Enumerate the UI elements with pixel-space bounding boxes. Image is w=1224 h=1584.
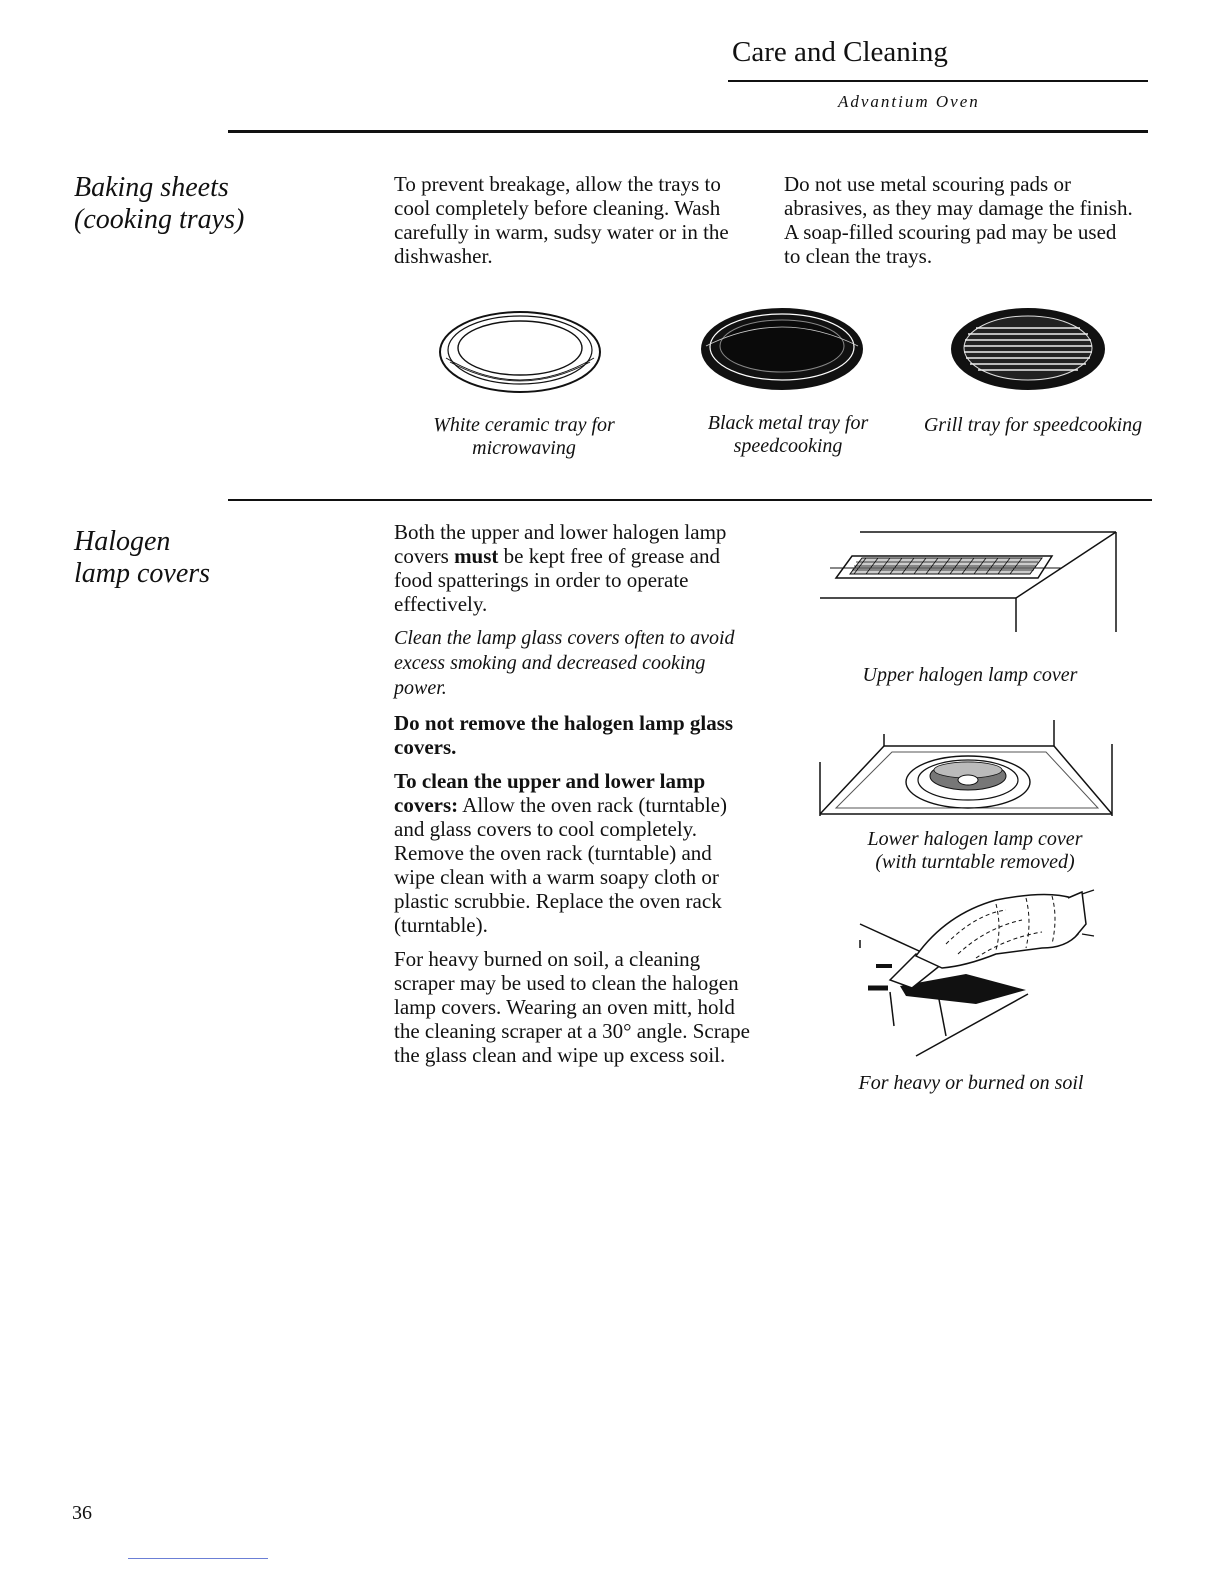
- halogen-note: Clean the lamp glass covers often to avoid excess smoking and decreased cooking power.: [394, 627, 735, 699]
- halogen-warning: Do not remove the halogen lamp glass covers.: [394, 711, 734, 759]
- halogen-heavy-soil-paragraph: For heavy burned on soil, a cleaning scraper may be used to clean the halogen lamp covers. Wearing an oven mitt, hold the cleaning scraper at a 30° angle. Scrape the glass clean and wipe up excess soil.: [394, 947, 750, 1067]
- black-metal-tray-illustration: [700, 306, 864, 392]
- lower-caption-line2: (with turntable removed): [875, 851, 1075, 873]
- baking-title-line1: Baking sheets: [74, 172, 229, 203]
- black-tray-caption: Black metal tray for speedcooking: [707, 412, 869, 457]
- baking-paragraph-2: Do not use metal scouring pads or abrasives, as they may damage the finish. A soap-filled scouring pad may be used to clean the trays.: [784, 172, 1133, 268]
- halogen-cleaning-instructions: To clean the upper and lower lamp covers: Allow the oven rack (turntable) and glass covers to cool completely. Remove the oven rack (turntable) and wipe clean with a warm soapy cloth or plastic scrubbie. Replace the oven rack (turntable).: [394, 769, 727, 937]
- white-tray-caption: White ceramic tray for microwaving: [433, 414, 615, 459]
- white-ceramic-tray-illustration: [436, 306, 604, 398]
- baking-title-line2: (cooking trays): [74, 204, 245, 235]
- halogen-section-title: [74, 526, 334, 590]
- lower-caption-line1: Lower halogen lamp cover: [867, 828, 1083, 850]
- baking-section-title: [74, 172, 334, 236]
- header-short-rule: [728, 80, 1148, 82]
- upper-lamp-cover-caption: Upper halogen lamp cover: [862, 664, 1078, 686]
- halogen-paragraph-1: Both the upper and lower halogen lamp covers must be kept free of grease and food spatterings in order to operate effectively.: [394, 520, 727, 616]
- upper-lamp-cover-illustration: [816, 528, 1122, 634]
- grill-tray-caption: Grill tray for speedcooking: [923, 414, 1143, 436]
- lower-lamp-cover-caption: [830, 828, 1120, 874]
- page-number: 36: [72, 1502, 92, 1524]
- halogen-title-line2: lamp covers: [74, 558, 211, 589]
- page-header-subtitle: Advantium Oven: [838, 92, 980, 111]
- scraper-mitt-illustration: [846, 884, 1096, 1060]
- header-main-rule: [228, 130, 1148, 133]
- baking-paragraph-1: To prevent breakage, allow the trays to cool completely before cleaning. Wash carefully in warm, sudsy water or in the dishwasher.: [394, 172, 729, 268]
- footer-link-underline: [128, 1558, 268, 1559]
- page-header-title: Care and Cleaning: [732, 36, 948, 68]
- grill-tray-illustration: [950, 306, 1106, 392]
- halogen-title-line1: Halogen: [74, 526, 171, 557]
- lower-lamp-cover-illustration: [816, 718, 1118, 818]
- section-divider: [228, 499, 1152, 501]
- heavy-soil-caption: For heavy or burned on soil: [858, 1072, 1084, 1094]
- halogen-body: [394, 520, 754, 1077]
